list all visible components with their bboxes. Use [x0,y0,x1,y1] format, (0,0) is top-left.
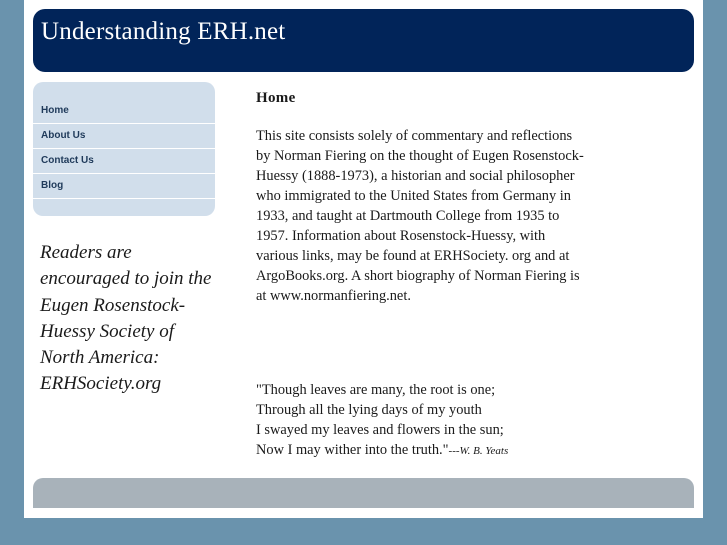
nav-item-home[interactable]: Home [33,99,215,124]
quote-line-1: "Though leaves are many, the root is one; [256,382,496,398]
main-content [256,90,586,458]
site-header [33,9,694,72]
nav-list [33,99,215,199]
quote-attribution: ---W. B. Yeats [448,445,509,457]
quote-line-4-text: Now I may wither into the truth." [256,442,449,458]
intro-paragraph: This site consists solely of commentary and reflections by Norman Fiering on the thought of Eugen Rosenstock-Huessy (1888-1973), a historian and social philosopher who immigrated to the United States from Germany in 1933, and taught at Dartmouth College from 1935 to 1957. Information about Rosenstock-Huessy, with various links, may be found at ERHSociety. org and at ArgoBooks.org. A short biography of Norman Fiering is at www.normanfiering.net. [256,128,584,304]
quote-line-3: I swayed my leaves and flowers in the sun; [256,422,504,438]
quote-line-2: Through all the lying days of my youth [256,402,482,418]
site-title[interactable]: Understanding ERH.net [41,18,286,45]
nav-item-contact-us[interactable]: Contact Us [33,149,215,174]
footer-bar [33,478,694,508]
sidebar-nav [33,82,215,216]
yeats-quote [256,380,586,461]
society-promo-text: Readers are encouraged to join the Eugen Rosenstock-Huessy Society of North America: ERHSociety.org [40,242,212,395]
page-heading: Home [256,90,296,106]
nav-item-about-us[interactable]: About Us [33,124,215,149]
page-container [24,0,703,518]
quote-line-4 [256,440,586,461]
nav-item-blog[interactable]: Blog [33,174,215,199]
